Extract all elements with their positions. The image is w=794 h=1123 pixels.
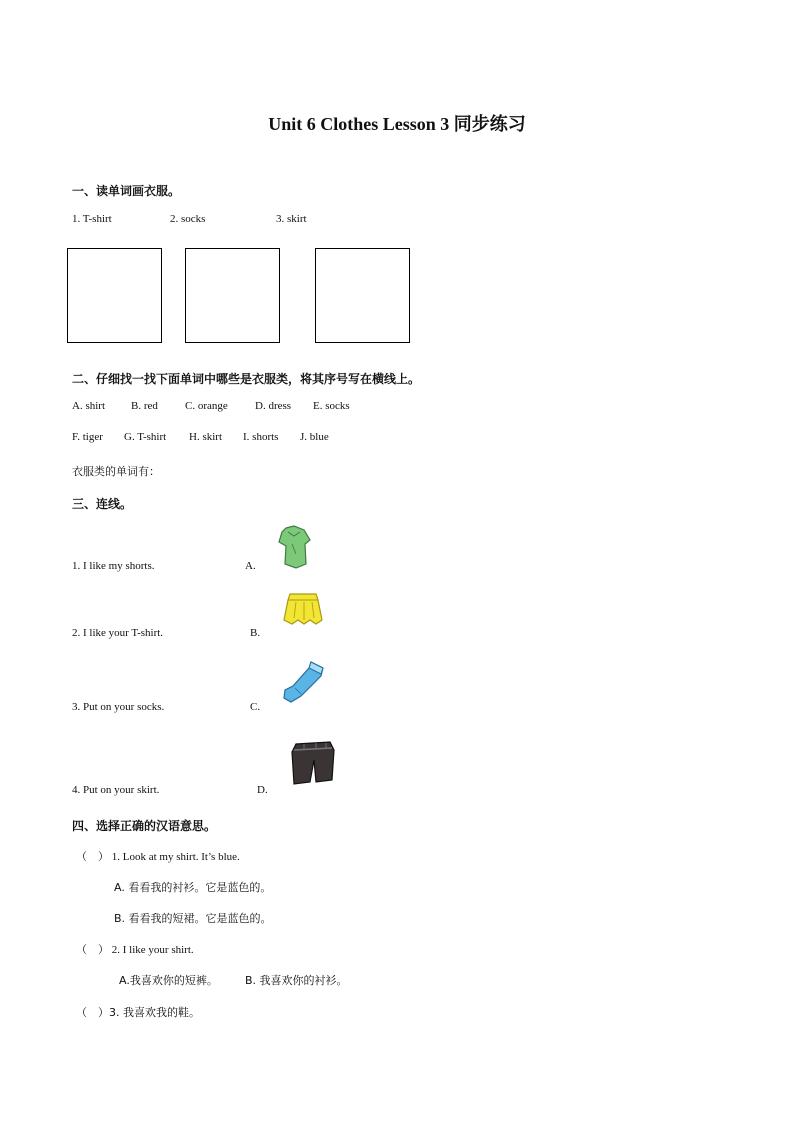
option-item: G. T-shirt (124, 431, 167, 443)
word-item: 1. T-shirt (72, 213, 112, 225)
question-1: （ ） 1. Look at my shirt. It’s blue. (76, 851, 240, 863)
match-sentence: 4. Put on your skirt. (72, 784, 160, 796)
option-item: D. dress (255, 400, 292, 412)
drawing-box[interactable] (315, 248, 410, 343)
word-item: 2. socks (170, 213, 206, 225)
match-letter: D. (257, 784, 268, 796)
q1-option-b: B. 看看我的短裙。它是蓝色的。 (114, 912, 272, 925)
green-shirt-icon (276, 524, 312, 570)
drawing-box[interactable] (67, 248, 162, 343)
word-item: 3. skirt (276, 213, 307, 225)
section4-heading: 四、选择正确的汉语意思。 (72, 819, 217, 833)
answer-label: 衣服类的单词有： (72, 465, 160, 478)
match-sentence: 1. I like my shorts. (72, 560, 155, 572)
match-sentence: 2. I like your T-shirt. (72, 627, 164, 639)
q1-option-a: A. 看看我的衬衫。它是蓝色的。 (114, 881, 272, 894)
page-title: Unit 6 Clothes Lesson 3 同步练习 (268, 114, 526, 134)
option-item: F. tiger (72, 431, 103, 443)
option-item: H. skirt (189, 431, 222, 443)
drawing-box[interactable] (185, 248, 280, 343)
match-letter: C. (250, 701, 261, 713)
q2-option-a: A.我喜欢你的短裤。 (119, 974, 218, 987)
option-item: B. red (131, 400, 158, 412)
section2-heading: 二、仔细找一找下面单词中哪些是衣服类，将其序号写在横线上。 (72, 372, 421, 386)
black-shorts-icon (290, 740, 336, 786)
yellow-skirt-icon (282, 592, 324, 626)
match-letter: A. (245, 560, 256, 572)
option-item: J. blue (300, 431, 329, 443)
question-2: （ ） 2. I like your shirt. (76, 944, 194, 956)
option-item: C. orange (185, 400, 228, 412)
option-item: E. socks (313, 400, 350, 412)
option-item: I. shorts (243, 431, 279, 443)
blue-sock-icon (281, 660, 327, 704)
question-3: （ ）3. 我喜欢我的鞋。 (76, 1006, 200, 1019)
q2-option-b: B. 我喜欢你的衬衫。 (245, 974, 348, 987)
option-item: A. shirt (72, 400, 105, 412)
section3-heading: 三、连线。 (72, 497, 133, 511)
match-letter: B. (250, 627, 261, 639)
section1-heading: 一、读单词画衣服。 (72, 184, 181, 198)
match-sentence: 3. Put on your socks. (72, 701, 165, 713)
